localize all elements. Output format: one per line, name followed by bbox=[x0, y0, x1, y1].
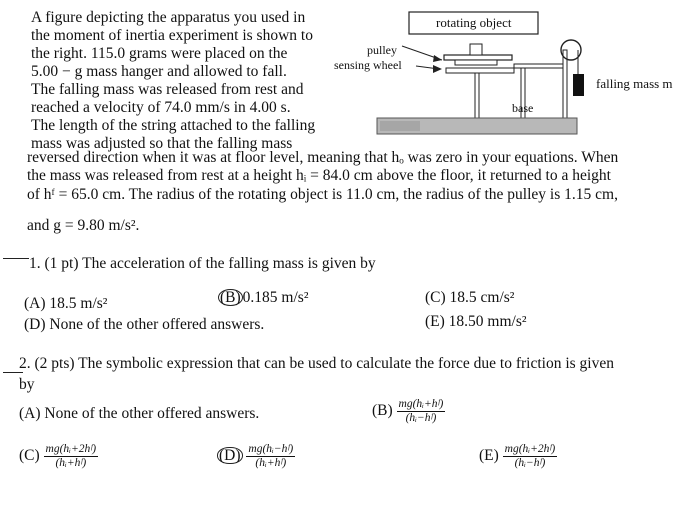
intro-line-5: The falling mass was released from rest and bbox=[31, 81, 304, 98]
intro-line-11: of hᶠ = 65.0 cm. The radius of the rotating object is 11.0 cm, the radius of the pulley is 1.15 cm, bbox=[27, 186, 618, 203]
intro-line-4: 5.00 − g mass hanger and allowed to fall. bbox=[31, 63, 287, 80]
intro-line-8: mass was adjusted so that the falling mass bbox=[31, 135, 293, 152]
q1-answer-blank[interactable] bbox=[3, 258, 29, 259]
q2-option-b-denominator: (hᵢ−hᶠ) bbox=[405, 412, 437, 424]
q2-option-e-denominator: (hᵢ−hᶠ) bbox=[514, 457, 546, 469]
hub bbox=[470, 44, 482, 55]
q2-option-c-denominator: (hᵢ+hᶠ) bbox=[55, 457, 87, 469]
q1-prompt: 1. (1 pt) The acceleration of the falling mass is given by bbox=[29, 255, 376, 272]
q2-option-e-fraction bbox=[503, 443, 558, 470]
q2-option-b-fraction bbox=[397, 398, 446, 425]
pulley-label: pulley bbox=[367, 43, 397, 57]
q1-option-c[interactable]: (C) 18.5 cm/s² bbox=[425, 289, 515, 306]
base-label: base bbox=[512, 101, 534, 115]
q2-option-a[interactable]: (A) None of the other offered answers. bbox=[19, 405, 260, 422]
q1-option-e[interactable]: (E) 18.50 mm/s² bbox=[425, 313, 527, 330]
q2-option-e-numerator: mg(hᵢ+2hᶠ) bbox=[504, 443, 556, 455]
shaft bbox=[475, 73, 479, 118]
intro-line-6: reached a velocity of 74.0 mm/s in 4.00 s. bbox=[31, 99, 291, 116]
sensing-wheel bbox=[446, 68, 514, 73]
q1-option-a[interactable]: (A) 18.5 m/s² bbox=[24, 295, 108, 312]
rotating-object-platter bbox=[444, 55, 512, 60]
q2-option-e[interactable] bbox=[479, 443, 557, 470]
falling-mass-label: falling mass m bbox=[596, 76, 673, 91]
intro-line-7: The length of the string attached to the falling bbox=[31, 117, 316, 134]
q2-option-d-denominator: (hᵢ+hᶠ) bbox=[255, 457, 287, 469]
q2-option-b-letter: (B) bbox=[372, 402, 393, 420]
q2-option-b-numerator: mg(hᵢ+hᶠ) bbox=[398, 398, 444, 410]
q2-option-c-letter: (C) bbox=[19, 447, 40, 465]
q2-option-c[interactable] bbox=[19, 443, 98, 470]
q2-option-d-letter: (D) bbox=[219, 447, 241, 465]
q2-prompt-line-2: by bbox=[19, 376, 35, 393]
q2-option-d-fraction bbox=[246, 443, 295, 470]
sensing-wheel-label: sensing wheel bbox=[334, 58, 402, 72]
q1-option-b-letter: (B) bbox=[220, 289, 241, 306]
intro-line-3: the right. 115.0 grams were placed on the bbox=[31, 45, 288, 62]
q2-option-b[interactable] bbox=[372, 398, 445, 425]
falling-mass bbox=[573, 74, 584, 96]
rotating-object-label: rotating object bbox=[436, 15, 512, 30]
intro-line-1: A figure depicting the apparatus you used in bbox=[31, 9, 306, 26]
q2-prompt-line-1: 2. (2 pts) The symbolic expression that can be used to calculate the force due to friction is given bbox=[19, 355, 614, 372]
q2-option-d-numerator: mg(hᵢ−hᶠ) bbox=[248, 443, 294, 455]
q1-option-b-value: 0.185 m/s² bbox=[242, 289, 309, 306]
q2-option-c-numerator: mg(hᵢ+2hᶠ) bbox=[45, 443, 97, 455]
intro-line-2: the moment of inertia experiment is shown to bbox=[31, 27, 313, 44]
q2-answer-blank[interactable] bbox=[3, 372, 23, 373]
intro-line-9: reversed direction when it was at floor level, meaning that hₒ was zero in your equations. When bbox=[27, 149, 619, 166]
q2-option-c-fraction bbox=[44, 443, 99, 470]
pulley bbox=[455, 60, 497, 65]
intro-line-10: the mass was released from rest at a height hᵢ = 84.0 cm above the floor, it returned to a height bbox=[27, 167, 611, 184]
q2-option-e-letter: (E) bbox=[479, 447, 499, 465]
q1-option-d[interactable]: (D) None of the other offered answers. bbox=[24, 316, 265, 333]
q1-option-b[interactable] bbox=[218, 289, 308, 306]
intro-line-12: and g = 9.80 m/s². bbox=[27, 217, 140, 234]
q2-option-d[interactable] bbox=[217, 443, 295, 470]
